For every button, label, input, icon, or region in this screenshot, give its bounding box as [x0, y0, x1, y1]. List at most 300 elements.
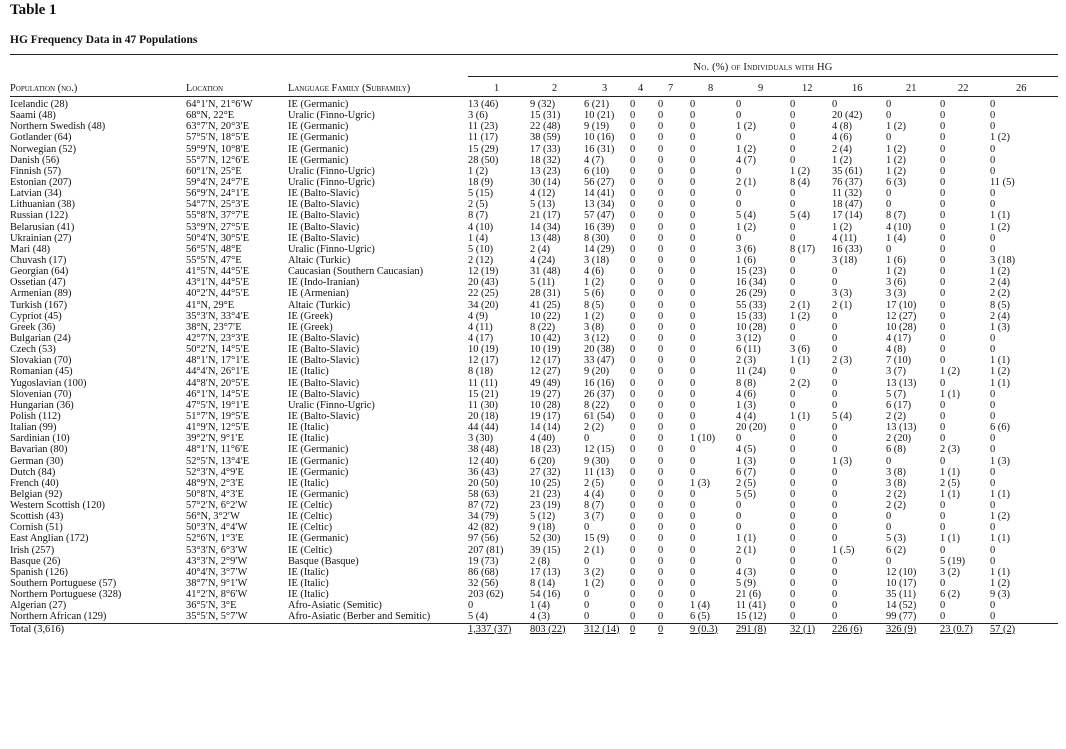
hg-9-cell: 0: [736, 511, 742, 523]
hg-16-cell: 18 (47): [832, 199, 863, 211]
hg-21-cell: 1 (2): [886, 266, 906, 278]
hg-4-cell: 0: [630, 455, 636, 467]
table-row: [10, 355, 1058, 366]
hg-16-cell: 0: [832, 332, 838, 344]
hg-3-cell: 1 (2): [584, 277, 604, 289]
hg-12-cell: 0: [790, 388, 796, 400]
hg-9-cell: 11 (41): [736, 600, 766, 612]
hg-2-cell: 13 (23): [530, 165, 561, 177]
table-row: [10, 611, 1058, 623]
hg-26-cell: 0: [990, 466, 996, 478]
hg-16-cell: 1 (2): [832, 221, 852, 233]
hg-22-cell: 0: [940, 165, 946, 177]
location-cell: 56°9′N, 24°1′E: [186, 188, 250, 200]
hg-8-cell: 0: [690, 210, 696, 222]
hg-26-cell: 1 (1): [990, 566, 1010, 578]
language-family-cell: IE (Armenian): [288, 288, 349, 300]
hg-1-cell: 20 (50): [468, 477, 499, 489]
hg-16-cell: 0: [832, 277, 838, 289]
hg-12-cell: 3 (6): [790, 344, 810, 356]
hg-8-cell: 0: [690, 355, 696, 367]
table-row: [10, 389, 1058, 400]
table-row: [10, 311, 1058, 322]
table-row: [10, 511, 1058, 522]
hg-7-cell: 0: [658, 210, 664, 222]
hg-8-cell: 0: [690, 589, 696, 601]
location-cell: 53°9′N, 27°5′E: [186, 221, 250, 233]
table-row: [10, 199, 1058, 210]
location-cell: 56°N, 3°2′W: [186, 511, 240, 523]
population-cell: German (30): [10, 455, 64, 467]
hg-16-cell: 0: [832, 511, 838, 523]
hg-1-cell: 15 (21): [468, 388, 499, 400]
language-family-cell: IE (Germanic): [288, 488, 349, 500]
hg-26-cell: 0: [990, 522, 996, 534]
hg-4-cell: 0: [630, 132, 636, 144]
hg-3-cell: 10 (16): [584, 132, 615, 144]
hg-4-cell: 0: [630, 410, 636, 422]
location-cell: 60°1′N, 25°E: [186, 165, 242, 177]
hg-1-cell: 36 (43): [468, 466, 499, 478]
hg-16-cell: 3 (3): [832, 288, 852, 300]
population-cell: Irish (257): [10, 544, 55, 556]
hg-22-cell: 0: [940, 344, 946, 356]
hg-8-cell: 0: [690, 388, 696, 400]
hg-26-cell: 0: [990, 611, 996, 623]
hg-2-cell: 5 (12): [530, 511, 556, 523]
hg-16-cell: 0: [832, 266, 838, 278]
hg-9-cell: 1 (1): [736, 533, 756, 545]
hg-7-cell: 0: [658, 110, 664, 122]
table-row: [10, 277, 1058, 288]
hg-4-cell: 0: [630, 154, 636, 166]
hg-21-cell: 4 (10): [886, 221, 912, 233]
population-cell: Bavarian (80): [10, 444, 68, 456]
hg-1-cell: 1 (4): [468, 232, 488, 244]
hg-1-cell: 97 (56): [468, 533, 499, 545]
total-hg-9-cell: 291 (8): [736, 623, 790, 636]
hg-3-cell: 3 (2): [584, 566, 604, 578]
hg-2-cell: 17 (33): [530, 143, 561, 155]
hg-21-cell: 6 (17): [886, 399, 912, 411]
hg-4-cell: 0: [630, 221, 636, 233]
hg-8-cell: 0: [690, 533, 696, 545]
table-row: [10, 533, 1058, 544]
hg-16-cell: 0: [832, 466, 838, 478]
hg-2-cell: 17 (13): [530, 566, 561, 578]
hg-9-cell: 0: [736, 555, 742, 567]
hg-26-cell: 1 (2): [990, 366, 1010, 378]
hg-22-cell: 0: [940, 266, 946, 278]
location-cell: 53°3′N, 6°3′W: [186, 544, 248, 556]
total-hg-12-cell: 32 (1): [790, 623, 832, 636]
total-hg-3-cell: 312 (14): [584, 623, 630, 636]
hg-26-cell: 6 (6): [990, 422, 1010, 434]
hg-9-cell: 1 (2): [736, 143, 756, 155]
hg-12-cell: 0: [790, 422, 796, 434]
hg-8-cell: 0: [690, 232, 696, 244]
hg-16-cell: 0: [832, 533, 838, 545]
table-row: [10, 155, 1058, 166]
hg-frequency-table: [10, 78, 1058, 636]
hg-12-cell: 0: [790, 221, 796, 233]
hg-26-cell: 0: [990, 154, 996, 166]
hg-21-cell: 6 (2): [886, 544, 906, 556]
table-row: [10, 322, 1058, 333]
hg-9-cell: 15 (23): [736, 266, 767, 278]
hg-9-cell: 15 (33): [736, 310, 767, 322]
hg-7-cell: 0: [658, 410, 664, 422]
hg-22-cell: 0: [940, 455, 946, 467]
table-row: [10, 255, 1058, 266]
hg-3-cell: 20 (38): [584, 344, 615, 356]
hg-2-cell: 8 (22): [530, 321, 556, 333]
location-cell: 48°1′N, 11°6′E: [186, 444, 249, 456]
hg-7-cell: 0: [658, 477, 664, 489]
hg-9-cell: 0: [736, 165, 742, 177]
hg-8-cell: 0: [690, 488, 696, 500]
hg-4-cell: 0: [630, 399, 636, 411]
hg-2-cell: 10 (19): [530, 344, 561, 356]
hg-8-cell: 0: [690, 110, 696, 122]
hg-8-cell: 0: [690, 500, 696, 512]
hg-22-cell: 0: [940, 210, 946, 222]
hg-21-cell: 3 (3): [886, 288, 906, 300]
hg-4-cell: 0: [630, 533, 636, 545]
col-header-population: Population (no.): [10, 78, 186, 97]
hg-9-cell: 0: [736, 199, 742, 211]
language-family-cell: Afro-Asiatic (Semitic): [288, 600, 382, 612]
hg-9-cell: 5 (9): [736, 578, 756, 590]
hg-1-cell: 42 (82): [468, 522, 499, 534]
hg-16-cell: 0: [832, 500, 838, 512]
hg-8-cell: 6 (5): [690, 611, 710, 623]
hg-3-cell: 16 (39): [584, 221, 615, 233]
hg-26-cell: 2 (2): [990, 288, 1010, 300]
hg-12-cell: 0: [790, 488, 796, 500]
hg-2-cell: 49 (49): [530, 377, 561, 389]
hg-4-cell: 0: [630, 589, 636, 601]
hg-1-cell: 34 (20): [468, 299, 499, 311]
location-cell: 35°3′N, 33°4′E: [186, 310, 250, 322]
hg-7-cell: 0: [658, 444, 664, 456]
hg-1-cell: 4 (17): [468, 332, 494, 344]
hg-7-cell: 0: [658, 165, 664, 177]
hg-8-cell: 0: [690, 299, 696, 311]
hg-12-cell: 0: [790, 188, 796, 200]
hg-8-cell: 0: [690, 455, 696, 467]
table-row: [10, 366, 1058, 377]
hg-3-cell: 0: [584, 555, 590, 567]
hg-7-cell: 0: [658, 377, 664, 389]
hg-1-cell: 3 (6): [468, 110, 488, 122]
hg-4-cell: 0: [630, 377, 636, 389]
location-cell: 59°4′N, 24°7′E: [186, 176, 250, 188]
hg-8-cell: 0: [690, 578, 696, 590]
population-cell: Chuvash (17): [10, 254, 67, 266]
hg-16-cell: 2 (4): [832, 143, 852, 155]
hg-21-cell: 17 (10): [886, 299, 917, 311]
hg-4-cell: 0: [630, 199, 636, 211]
total-hg-26-cell: 57 (2): [990, 623, 1058, 636]
population-cell: Armenian (89): [10, 288, 72, 300]
table-row: [10, 333, 1058, 344]
top-rule: [10, 54, 1058, 55]
hg-21-cell: 1 (2): [886, 121, 906, 133]
hg-1-cell: 13 (46): [468, 99, 499, 110]
hg-16-cell: 1 (.5): [832, 544, 855, 556]
population-cell: Northern African (129): [10, 611, 107, 623]
hg-4-cell: 0: [630, 110, 636, 122]
hg-2-cell: 6 (20): [530, 455, 556, 467]
hg-1-cell: 11 (11): [468, 377, 498, 389]
hg-16-cell: 0: [832, 422, 838, 434]
hg-7-cell: 0: [658, 500, 664, 512]
hg-26-cell: 2 (4): [990, 277, 1010, 289]
hg-22-cell: 0: [940, 232, 946, 244]
hg-22-cell: 0: [940, 310, 946, 322]
hg-8-cell: 0: [690, 366, 696, 378]
hg-7-cell: 0: [658, 143, 664, 155]
hg-1-cell: 58 (63): [468, 488, 499, 500]
hg-2-cell: 2 (4): [530, 243, 550, 255]
location-cell: 51°7′N, 19°5′E: [186, 410, 250, 422]
hg-12-cell: 0: [790, 132, 796, 144]
hg-16-cell: 4 (11): [832, 232, 857, 244]
language-family-cell: IE (Germanic): [288, 455, 349, 467]
col-header-hg-22: 22: [940, 78, 990, 97]
hg-7-cell: 0: [658, 355, 664, 367]
population-cell: Ukrainian (27): [10, 232, 72, 244]
total-hg-1-cell: 1,337 (37): [468, 623, 530, 636]
hg-1-cell: 203 (62): [468, 589, 504, 601]
hg-26-cell: 1 (1): [990, 533, 1010, 545]
hg-7-cell: 0: [658, 566, 664, 578]
hg-12-cell: 0: [790, 121, 796, 133]
hg-16-cell: 4 (6): [832, 132, 852, 144]
hg-12-cell: 0: [790, 600, 796, 612]
hg-1-cell: 15 (29): [468, 143, 499, 155]
hg-2-cell: 28 (31): [530, 288, 561, 300]
hg-4-cell: 0: [630, 310, 636, 322]
hg-16-cell: 0: [832, 99, 838, 110]
hg-26-cell: 0: [990, 410, 996, 422]
hg-16-cell: 0: [832, 600, 838, 612]
hg-9-cell: 10 (28): [736, 321, 767, 333]
hg-12-cell: 2 (2): [790, 377, 810, 389]
location-cell: 36°5′N, 3°E: [186, 600, 237, 612]
hg-12-cell: 0: [790, 511, 796, 523]
hg-21-cell: 0: [886, 555, 892, 567]
table-row: [10, 444, 1058, 455]
hg-16-cell: 11 (32): [832, 188, 862, 200]
hg-26-cell: 0: [990, 99, 996, 110]
hg-22-cell: 0: [940, 221, 946, 233]
hg-1-cell: 20 (43): [468, 277, 499, 289]
hg-21-cell: 0: [886, 99, 892, 110]
location-cell: 43°1′N, 44°5′E: [186, 277, 250, 289]
col-header-hg-4: 4: [630, 78, 658, 97]
hg-3-cell: 0: [584, 433, 590, 445]
hg-3-cell: 8 (5): [584, 299, 604, 311]
language-family-cell: IE (Germanic): [288, 154, 349, 166]
hg-9-cell: 0: [736, 433, 742, 445]
hg-2-cell: 54 (16): [530, 589, 561, 601]
hg-2-cell: 4 (12): [530, 188, 556, 200]
location-cell: 52°5′N, 13°4′E: [186, 455, 250, 467]
population-cell: Northern Swedish (48): [10, 121, 106, 133]
hg-12-cell: 0: [790, 500, 796, 512]
hg-2-cell: 31 (48): [530, 266, 561, 278]
population-cell: Slovenian (70): [10, 388, 72, 400]
hg-4-cell: 0: [630, 232, 636, 244]
hg-7-cell: 0: [658, 299, 664, 311]
hg-2-cell: 10 (42): [530, 332, 561, 344]
location-cell: 41°N, 29°E: [186, 299, 235, 311]
language-family-cell: IE (Germanic): [288, 533, 349, 545]
hg-7-cell: 0: [658, 433, 664, 445]
hg-4-cell: 0: [630, 332, 636, 344]
hg-12-cell: 0: [790, 154, 796, 166]
hg-8-cell: 0: [690, 399, 696, 411]
col-header-hg-16: 16: [832, 78, 886, 97]
hg-22-cell: 0: [940, 377, 946, 389]
hg-12-cell: 0: [790, 522, 796, 534]
hg-22-cell: 2 (3): [940, 444, 960, 456]
hg-9-cell: 6 (7): [736, 466, 756, 478]
hg-4-cell: 0: [630, 388, 636, 400]
hg-2-cell: 14 (14): [530, 422, 561, 434]
hg-12-cell: 0: [790, 589, 796, 601]
hg-21-cell: 3 (6): [886, 277, 906, 289]
hg-22-cell: 0: [940, 433, 946, 445]
hg-12-cell: 5 (4): [790, 210, 810, 222]
language-family-cell: IE (Germanic): [288, 444, 349, 456]
hg-4-cell: 0: [630, 299, 636, 311]
hg-4-cell: 0: [630, 277, 636, 289]
language-family-cell: Afro-Asiatic (Berber and Semitic): [288, 611, 431, 623]
language-family-cell: IE (Germanic): [288, 121, 349, 133]
hg-2-cell: 27 (32): [530, 466, 561, 478]
hg-4-cell: 0: [630, 355, 636, 367]
hg-16-cell: 0: [832, 566, 838, 578]
hg-2-cell: 13 (48): [530, 232, 561, 244]
population-cell: Yugoslavian (100): [10, 377, 87, 389]
table-row: [10, 244, 1058, 255]
hg-4-cell: 0: [630, 188, 636, 200]
hg-26-cell: 2 (4): [990, 310, 1010, 322]
hg-3-cell: 9 (30): [584, 455, 610, 467]
hg-3-cell: 57 (47): [584, 210, 615, 222]
hg-7-cell: 0: [658, 277, 664, 289]
header-row: [10, 78, 1058, 97]
hg-21-cell: 6 (3): [886, 176, 906, 188]
hg-2-cell: 4 (3): [530, 611, 550, 623]
hg-3-cell: 1 (2): [584, 310, 604, 322]
hg-22-cell: 0: [940, 132, 946, 144]
hg-26-cell: 0: [990, 121, 996, 133]
language-family-cell: Uralic (Finno-Ugric): [288, 399, 375, 411]
hg-1-cell: 5 (15): [468, 188, 494, 200]
hg-16-cell: 16 (33): [832, 243, 863, 255]
hg-16-cell: 76 (37): [832, 176, 863, 188]
col-header-hg-7: 7: [658, 78, 690, 97]
location-cell: 57°5′N, 18°5′E: [186, 132, 250, 144]
language-family-cell: IE (Balto-Slavic): [288, 377, 360, 389]
population-cell: Cornish (51): [10, 522, 63, 534]
hg-2-cell: 30 (14): [530, 176, 561, 188]
location-cell: 63°7′N, 20°3′E: [186, 121, 250, 133]
language-family-cell: IE (Balto-Slavic): [288, 221, 360, 233]
hg-1-cell: 4 (9): [468, 310, 488, 322]
language-family-cell: IE (Italic): [288, 566, 329, 578]
hg-21-cell: 35 (11): [886, 589, 916, 601]
col-header-hg-9: 9: [736, 78, 790, 97]
table-row: [10, 132, 1058, 143]
language-family-cell: IE (Italic): [288, 433, 329, 445]
table-row: [10, 210, 1058, 221]
location-cell: 44°4′N, 26°1′E: [186, 366, 250, 378]
location-cell: 38°N, 23°7′E: [186, 321, 242, 333]
hg-21-cell: 1 (2): [886, 154, 906, 166]
population-cell: Northern Portuguese (328): [10, 589, 122, 601]
table-title: Table 1: [10, 2, 57, 18]
population-cell: East Anglian (172): [10, 533, 89, 545]
hg-16-cell: 0: [832, 589, 838, 601]
hg-12-cell: 0: [790, 99, 796, 110]
location-cell: 41°9′N, 12°5′E: [186, 422, 250, 434]
hg-8-cell: 0: [690, 277, 696, 289]
hg-12-cell: 0: [790, 321, 796, 333]
empty-cell: [288, 623, 468, 636]
hg-2-cell: 15 (31): [530, 110, 561, 122]
hg-7-cell: 0: [658, 422, 664, 434]
population-cell: French (40): [10, 477, 59, 489]
language-family-cell: IE (Balto-Slavic): [288, 410, 360, 422]
hg-8-cell: 1 (10): [690, 433, 716, 445]
hg-2-cell: 1 (4): [530, 600, 550, 612]
hg-9-cell: 0: [736, 232, 742, 244]
hg-9-cell: 20 (20): [736, 422, 767, 434]
hg-2-cell: 2 (8): [530, 555, 550, 567]
hg-2-cell: 5 (13): [530, 199, 556, 211]
language-family-cell: Uralic (Finno-Ugric): [288, 176, 375, 188]
hg-16-cell: 0: [832, 477, 838, 489]
hg-4-cell: 0: [630, 433, 636, 445]
hg-8-cell: 0: [690, 511, 696, 523]
hg-9-cell: 1 (2): [736, 121, 756, 133]
hg-4-cell: 0: [630, 578, 636, 590]
table-row: [10, 110, 1058, 121]
hg-3-cell: 56 (27): [584, 176, 615, 188]
hg-7-cell: 0: [658, 288, 664, 300]
hg-4-cell: 0: [630, 143, 636, 155]
hg-16-cell: 0: [832, 611, 838, 623]
hg-12-cell: 0: [790, 266, 796, 278]
hg-21-cell: 13 (13): [886, 422, 917, 434]
hg-3-cell: 5 (6): [584, 288, 604, 300]
hg-7-cell: 0: [658, 600, 664, 612]
hg-3-cell: 26 (37): [584, 388, 615, 400]
hg-12-cell: 0: [790, 555, 796, 567]
population-cell: Scottish (43): [10, 511, 64, 523]
population-cell: Russian (122): [10, 210, 69, 222]
hg-3-cell: 0: [584, 600, 590, 612]
hg-2-cell: 23 (19): [530, 500, 561, 512]
hg-4-cell: 0: [630, 488, 636, 500]
hg-3-cell: 33 (47): [584, 355, 615, 367]
hg-9-cell: 11 (24): [736, 366, 766, 378]
